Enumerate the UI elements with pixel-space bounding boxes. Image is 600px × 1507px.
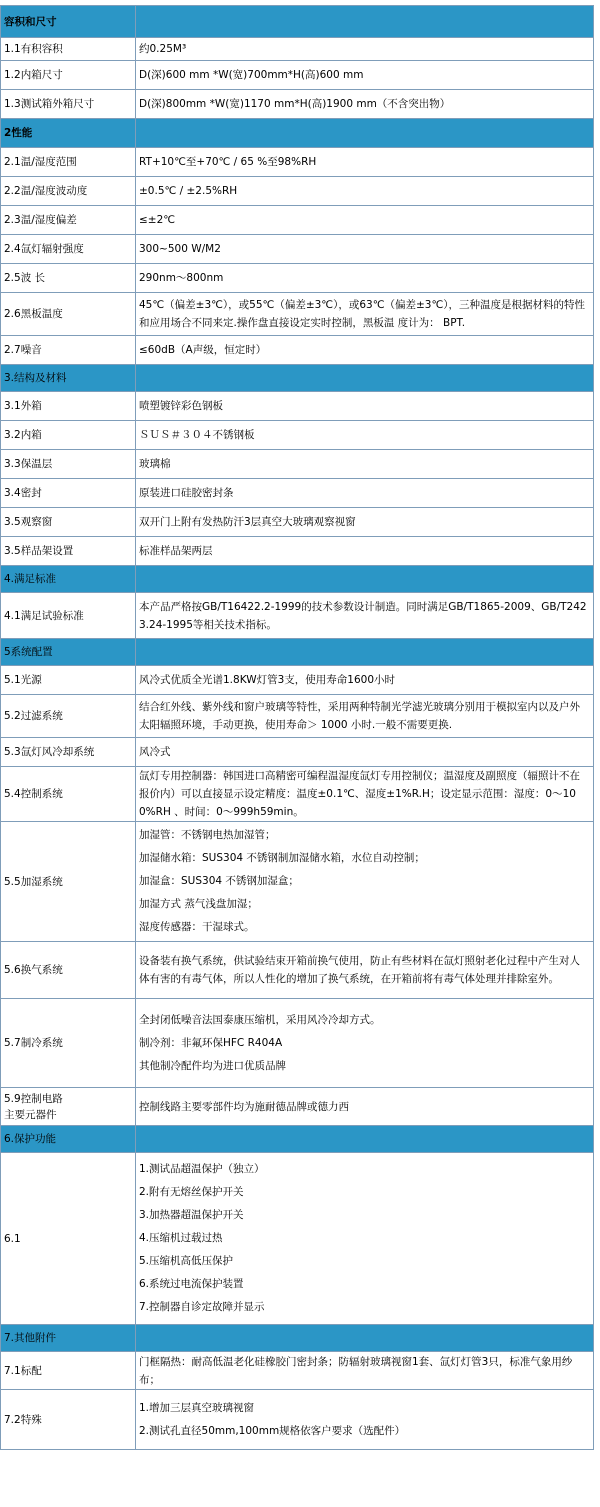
spec-label: 2.7噪音 bbox=[1, 336, 136, 365]
spec-label: 5.3氙灯风冷却系统 bbox=[1, 738, 136, 767]
spec-row bbox=[1, 479, 594, 508]
spec-value: 约0.25M³ bbox=[136, 38, 594, 61]
spec-value: 门框隔热：耐高低温老化硅橡胶门密封条；防辐射玻璃视窗1套、氙灯灯管3只，标准气象用纱布； bbox=[136, 1352, 594, 1390]
spec-label: 1.1有积容积 bbox=[1, 38, 136, 61]
spec-value-line: 3.加热器超温保护开关 bbox=[139, 1209, 244, 1221]
spec-value: RT+10℃至+70℃ / 65 %至98%RH bbox=[136, 148, 594, 177]
spec-row bbox=[1, 1390, 594, 1450]
spec-row bbox=[1, 206, 594, 235]
spec-row bbox=[1, 508, 594, 537]
spec-value: 设备装有换气系统，供试验结束开箱前换气使用，防止有些材料在氙灯照射老化过程中产生对人体有害的有毒气体，所以人性化的增加了换气系统，在开箱前将有毒气体处理并排除室外。 bbox=[136, 942, 594, 999]
spec-value bbox=[136, 822, 594, 942]
spec-row bbox=[1, 336, 594, 365]
spec-label: 5.5加湿系统 bbox=[1, 822, 136, 942]
spec-row bbox=[1, 593, 594, 639]
spec-row bbox=[1, 421, 594, 450]
spec-row bbox=[1, 767, 594, 822]
spec-row bbox=[1, 450, 594, 479]
section-title: 4.满足标准 bbox=[1, 566, 136, 593]
section-header-blank bbox=[136, 566, 594, 593]
spec-label: 7.2特殊 bbox=[1, 1390, 136, 1450]
spec-value-line: 1.测试品超温保护（独立） bbox=[139, 1163, 265, 1175]
spec-label: 5.4控制系统 bbox=[1, 767, 136, 822]
spec-row bbox=[1, 695, 594, 738]
spec-row bbox=[1, 264, 594, 293]
section-title: 7.其他附件 bbox=[1, 1325, 136, 1352]
spec-label: 1.2内箱尺寸 bbox=[1, 61, 136, 90]
spec-row bbox=[1, 1088, 594, 1126]
spec-row bbox=[1, 293, 594, 336]
section-title: 3.结构及材料 bbox=[1, 365, 136, 392]
spec-value: 290nm～800nm bbox=[136, 264, 594, 293]
spec-value: 控制线路主要零部件均为施耐德品牌或德力西 bbox=[136, 1088, 594, 1126]
spec-label: 5.1光源 bbox=[1, 666, 136, 695]
spec-value: ≤±2℃ bbox=[136, 206, 594, 235]
spec-value-line: 7.控制器自诊定故障并显示 bbox=[139, 1301, 265, 1313]
section-header bbox=[1, 6, 594, 38]
spec-value-line: 加湿方式 蒸气浅盘加湿； bbox=[139, 898, 258, 910]
spec-value: D(深)600 mm *W(宽)700mm*H(高)600 mm bbox=[136, 61, 594, 90]
spec-value-line: 全封闭低噪音法国泰康压缩机，采用风冷冷却方式。 bbox=[139, 1013, 381, 1026]
spec-label: 3.2内箱 bbox=[1, 421, 136, 450]
spec-label: 3.5样品架设置 bbox=[1, 537, 136, 566]
section-header bbox=[1, 1126, 594, 1153]
spec-row bbox=[1, 61, 594, 90]
spec-value: D(深)800mm *W(宽)1170 mm*H(高)1900 mm（不含突出物） bbox=[136, 90, 594, 119]
spec-value: 喷塑镀锌彩色钢板 bbox=[136, 392, 594, 421]
spec-label: 1.3测试箱外箱尺寸 bbox=[1, 90, 136, 119]
spec-value: 结合红外线、紫外线和窗户玻璃等特性，采用两种特制光学滤光玻璃分别用于模拟室内以及户外太阳辐照环境，手动更换，使用寿命＞ 1000 小时.一般不需要更换. bbox=[136, 695, 594, 738]
spec-row bbox=[1, 1352, 594, 1390]
spec-value-line: 加湿管：不锈钢电热加湿管； bbox=[139, 829, 276, 841]
spec-label: 6.1 bbox=[1, 1153, 136, 1325]
spec-value-line: 2.测试孔直径50mm,100mm规格依客户要求（选配件） bbox=[139, 1424, 406, 1437]
spec-row bbox=[1, 999, 594, 1088]
spec-value: 300~500 W/M2 bbox=[136, 235, 594, 264]
spec-row bbox=[1, 738, 594, 767]
spec-label: 3.3保温层 bbox=[1, 450, 136, 479]
spec-label: 2.1温/湿度范围 bbox=[1, 148, 136, 177]
spec-row bbox=[1, 38, 594, 61]
spec-value-line: 加湿储水箱：SUS304 不锈钢制加湿储水箱，水位自动控制； bbox=[139, 852, 425, 864]
spec-value bbox=[136, 999, 594, 1088]
spec-value-line: 5.压缩机高低压保护 bbox=[139, 1255, 234, 1267]
spec-label: 7.1标配 bbox=[1, 1352, 136, 1390]
section-title: 2性能 bbox=[1, 119, 136, 148]
spec-value: ±0.5℃ / ±2.5%RH bbox=[136, 177, 594, 206]
spec-label-line: 主要元器件 bbox=[4, 1108, 57, 1121]
spec-label: 2.5波 长 bbox=[1, 264, 136, 293]
spec-value: 氙灯专用控制器：韩国进口高精密可编程温湿度氙灯专用控制仪；温湿度及副照度（辐照计不在报价内）可以直接显示设定精度：温度±0.1℃、湿度±1%R.H；设定显示范围：湿度：0～100%RH 、时间：0～999h59min。 bbox=[136, 767, 594, 822]
spec-value: ≤60dB（A声级，恒定时） bbox=[136, 336, 594, 365]
section-title: 容积和尺寸 bbox=[1, 6, 136, 38]
spec-label bbox=[1, 1088, 136, 1126]
spec-label-line: 5.9控制电路 bbox=[4, 1092, 63, 1105]
section-header bbox=[1, 119, 594, 148]
spec-value-line: 6.系统过电流保护装置 bbox=[139, 1278, 244, 1290]
spec-label: 5.6换气系统 bbox=[1, 942, 136, 999]
spec-label: 2.4氙灯辐射强度 bbox=[1, 235, 136, 264]
spec-label: 2.6黑板温度 bbox=[1, 293, 136, 336]
spec-value: 风冷式优质全光谱1.8KW灯管3支，使用寿命1600小时 bbox=[136, 666, 594, 695]
spec-label: 3.5观察窗 bbox=[1, 508, 136, 537]
spec-table-body bbox=[1, 6, 594, 1450]
spec-row bbox=[1, 148, 594, 177]
spec-value-line: 制冷剂：非氟环保HFC R404A bbox=[139, 1036, 283, 1049]
section-header bbox=[1, 639, 594, 666]
spec-value-line: 湿度传感器：干湿球式。 bbox=[139, 921, 255, 933]
section-header-blank bbox=[136, 365, 594, 392]
spec-value: 玻璃棉 bbox=[136, 450, 594, 479]
spec-label: 3.4密封 bbox=[1, 479, 136, 508]
spec-value bbox=[136, 1153, 594, 1325]
spec-row bbox=[1, 235, 594, 264]
spec-value-line: 1.增加三层真空玻璃视窗 bbox=[139, 1401, 255, 1414]
spec-row bbox=[1, 822, 594, 942]
section-title: 6.保护功能 bbox=[1, 1126, 136, 1153]
section-header-blank bbox=[136, 119, 594, 148]
section-header bbox=[1, 365, 594, 392]
spec-value: 双开门上附有发热防汗3层真空大玻璃观察视窗 bbox=[136, 508, 594, 537]
spec-value: 风冷式 bbox=[136, 738, 594, 767]
spec-label: 3.1外箱 bbox=[1, 392, 136, 421]
spec-value: 本产品严格按GB/T16422.2-1999的技术参数设计制造。同时满足GB/T1865-2009、GB/T2423.24-1995等相关技术指标。 bbox=[136, 593, 594, 639]
spec-value: ＳＵＳ＃３０４不锈钢板 bbox=[136, 421, 594, 450]
spec-label: 2.2温/湿度波动度 bbox=[1, 177, 136, 206]
section-header bbox=[1, 1325, 594, 1352]
spec-row bbox=[1, 177, 594, 206]
spec-row bbox=[1, 1153, 594, 1325]
spec-value: 原装进口硅胶密封条 bbox=[136, 479, 594, 508]
spec-label: 5.2过滤系统 bbox=[1, 695, 136, 738]
section-header bbox=[1, 566, 594, 593]
spec-row bbox=[1, 942, 594, 999]
spec-value-line: 加湿盒：SUS304 不锈钢加湿盒； bbox=[139, 875, 299, 887]
section-header-blank bbox=[136, 6, 594, 38]
section-header-blank bbox=[136, 1325, 594, 1352]
spec-value-line: 4.压缩机过载过热 bbox=[139, 1232, 223, 1244]
spec-value bbox=[136, 1390, 594, 1450]
spec-value-line: 2.附有无熔丝保护开关 bbox=[139, 1186, 244, 1198]
spec-label: 4.1满足试验标准 bbox=[1, 593, 136, 639]
spec-label: 5.7制冷系统 bbox=[1, 999, 136, 1088]
spec-row bbox=[1, 537, 594, 566]
spec-value: 标准样品架两层 bbox=[136, 537, 594, 566]
section-title: 5系统配置 bbox=[1, 639, 136, 666]
spec-row bbox=[1, 666, 594, 695]
spec-table bbox=[0, 5, 594, 1450]
section-header-blank bbox=[136, 639, 594, 666]
spec-row bbox=[1, 392, 594, 421]
spec-value: 45℃（偏差±3℃），或55℃（偏差±3℃），或63℃（偏差±3℃），三种温度是根据材料的特性和应用场合不同来定.操作盘直接设定实时控制，黑板温 度计为： BPT. bbox=[136, 293, 594, 336]
spec-row bbox=[1, 90, 594, 119]
spec-value-line: 其他制冷配件均为进口优质品牌 bbox=[139, 1059, 286, 1072]
spec-label: 2.3温/湿度偏差 bbox=[1, 206, 136, 235]
section-header-blank bbox=[136, 1126, 594, 1153]
